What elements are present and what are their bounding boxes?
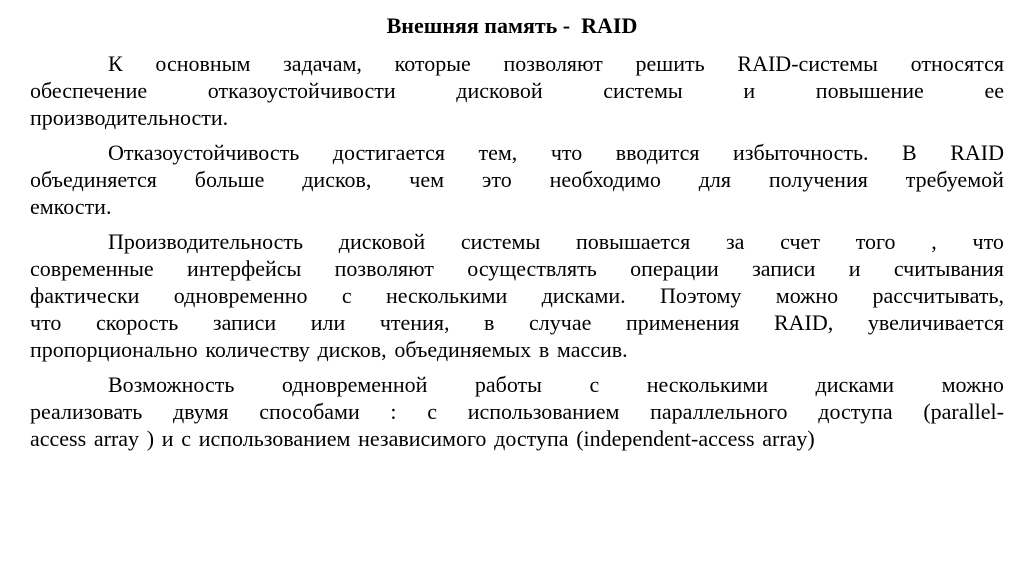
word: access [30, 426, 87, 451]
word: ее [984, 78, 1004, 103]
word: чем [409, 167, 445, 192]
word: Отказоустойчивость [108, 140, 300, 165]
word: позволяют [503, 51, 603, 76]
word: Поэтому [659, 283, 742, 308]
word: требуемой [905, 167, 1004, 192]
text-line [30, 398, 1004, 425]
word: которые [394, 51, 471, 76]
word: и [848, 256, 861, 281]
word: работы [474, 372, 542, 397]
word: операции [630, 256, 719, 281]
word: Возможность [108, 372, 235, 397]
text-line [30, 336, 1004, 363]
word: вводится [615, 140, 700, 165]
text-line [30, 228, 1004, 255]
word: (independent-access [576, 426, 755, 451]
word: обеспечение [30, 78, 148, 103]
word: дисковой [338, 229, 426, 254]
word: это [481, 167, 512, 192]
word: с [341, 283, 352, 308]
word: несколькими [385, 283, 508, 308]
word: фактически [30, 283, 140, 308]
word: избыточность. [732, 140, 869, 165]
text-line [30, 193, 1004, 220]
word: емкости. [30, 194, 112, 219]
word: скорость [95, 310, 179, 335]
word: относятся [910, 51, 1004, 76]
text-line [30, 139, 1004, 166]
word: дисков, [302, 167, 372, 192]
word: RAID [950, 140, 1004, 165]
word: считывания [893, 256, 1004, 281]
word: одновременной [281, 372, 428, 397]
word: чтения, [379, 310, 450, 335]
word: реализовать [30, 399, 143, 424]
word: ) [146, 426, 155, 451]
word: пропорционально [30, 337, 198, 362]
text-line [30, 104, 1004, 131]
text-line [30, 371, 1004, 398]
word: производительности. [30, 105, 229, 130]
word: с [589, 372, 600, 397]
word: основным [155, 51, 251, 76]
word: записи [752, 256, 816, 281]
word: К [108, 51, 123, 76]
paragraph [30, 50, 1004, 131]
word: в [538, 337, 550, 362]
word: что [550, 140, 583, 165]
word: array [93, 426, 140, 451]
word: рассчитывать, [872, 283, 1004, 308]
word: дисковой [456, 78, 543, 103]
word: дисками. [541, 283, 626, 308]
word: что [972, 229, 1004, 254]
word: с [181, 426, 191, 451]
word: RAID, [774, 310, 834, 335]
word: массив. [556, 337, 628, 362]
word: В [902, 140, 917, 165]
word: одновременно [173, 283, 308, 308]
slide-body [30, 50, 1004, 460]
word: двумя [172, 399, 229, 424]
word: доступа [494, 426, 569, 451]
word: доступа [818, 399, 893, 424]
word: и [161, 426, 174, 451]
word: получения [768, 167, 868, 192]
word: способами [259, 399, 360, 424]
word: : [390, 399, 397, 424]
word: , [931, 229, 937, 254]
text-line [30, 77, 1004, 104]
word: случае [529, 310, 592, 335]
word: интерфейсы [187, 256, 302, 281]
word: в [484, 310, 495, 335]
word: отказоустойчивости [207, 78, 396, 103]
paragraph [30, 371, 1004, 452]
word: и [743, 78, 756, 103]
paragraph [30, 139, 1004, 220]
word: RAID-системы [737, 51, 878, 76]
word: для [698, 167, 732, 192]
word: array) [762, 426, 815, 451]
word: или [310, 310, 346, 335]
word: можно [775, 283, 839, 308]
text-line [30, 255, 1004, 282]
word: задачам, [283, 51, 362, 76]
word: записи [212, 310, 277, 335]
word: объединяемых [394, 337, 532, 362]
word: применения [625, 310, 740, 335]
word: за [725, 229, 745, 254]
word: дисками [815, 372, 895, 397]
text-line [30, 309, 1004, 336]
word: необходимо [549, 167, 661, 192]
paragraph [30, 228, 1004, 363]
word: позволяют [334, 256, 434, 281]
word: параллельного [650, 399, 788, 424]
word: повышается [576, 229, 691, 254]
word: что [30, 310, 62, 335]
word: увеличивается [867, 310, 1004, 335]
slide-title: Внешняя память - RAID [386, 13, 638, 38]
word: дисков, [317, 337, 387, 362]
word: современные [30, 256, 154, 281]
word: счет [780, 229, 820, 254]
word: можно [941, 372, 1004, 397]
word: системы [603, 78, 683, 103]
word: независимого [358, 426, 487, 451]
word: Производительность [108, 229, 304, 254]
word: больше [194, 167, 265, 192]
word: (parallel- [923, 399, 1004, 424]
word: осуществлять [467, 256, 597, 281]
text-line [30, 166, 1004, 193]
word: использованием [198, 426, 351, 451]
word: с [427, 399, 437, 424]
text-line [30, 50, 1004, 77]
word: несколькими [646, 372, 769, 397]
word: использованием [467, 399, 620, 424]
text-line [30, 282, 1004, 309]
text-line [30, 425, 1004, 452]
word: системы [460, 229, 541, 254]
word: количеству [205, 337, 310, 362]
word: объединяется [30, 167, 157, 192]
word: повышение [815, 78, 924, 103]
word: того [855, 229, 896, 254]
word: решить [635, 51, 705, 76]
word: достигается [332, 140, 445, 165]
word: тем, [478, 140, 518, 165]
